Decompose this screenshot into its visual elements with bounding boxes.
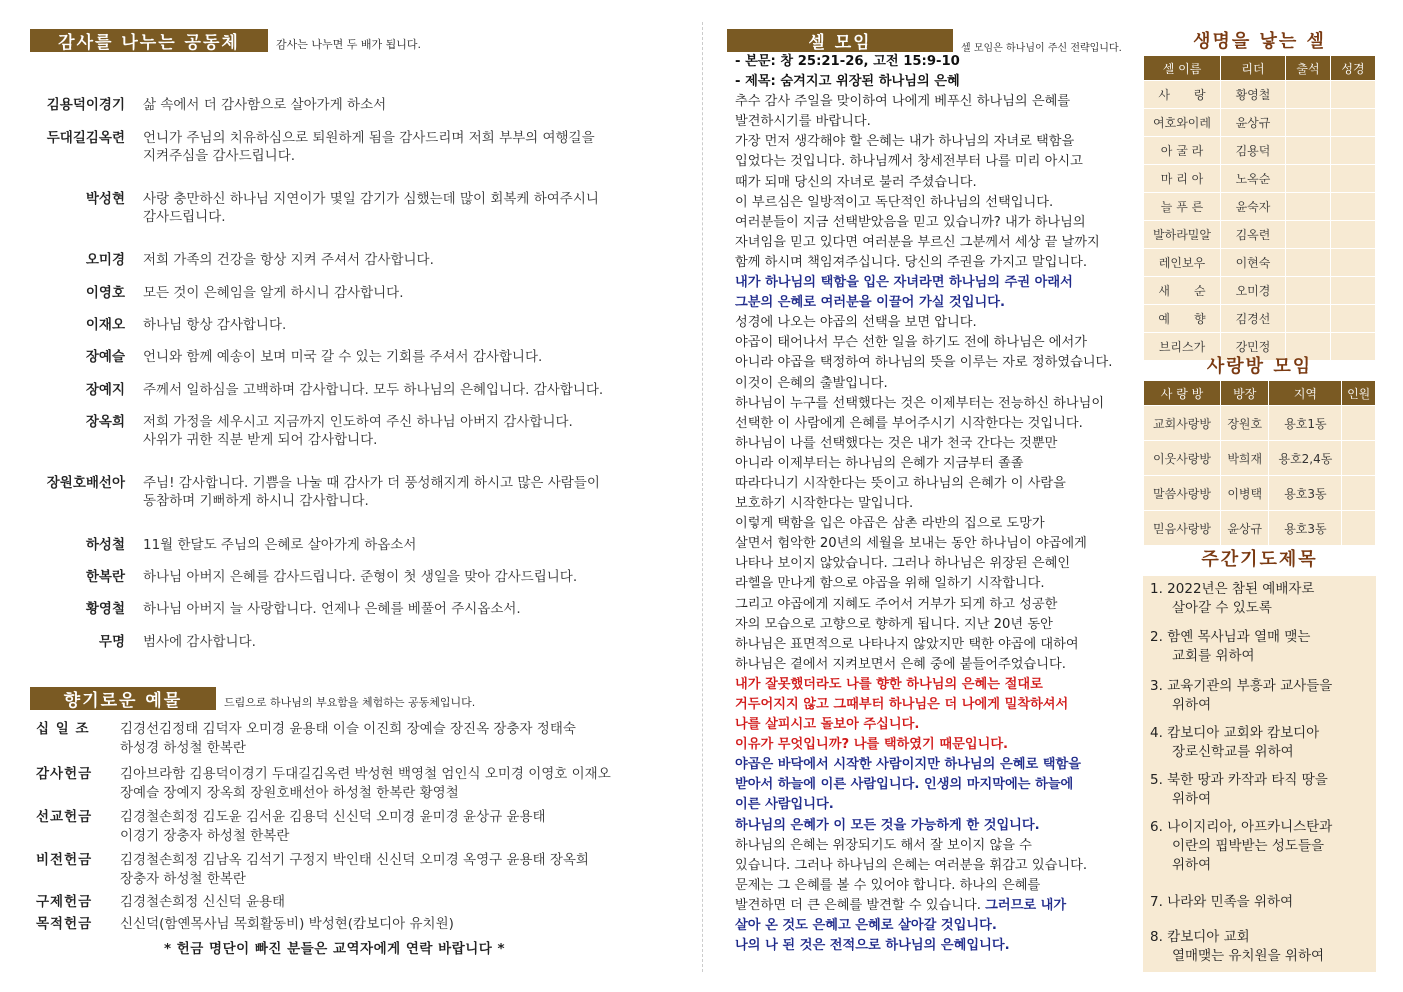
thanks-message: [143, 600, 663, 618]
thanks-line: 동참하며 기뻐하게 하시니 감사합니다.: [143, 493, 369, 509]
sermon-line: 따라다니기 시작한다는 뜻이고 하나님의 은혜가 이 사람을: [735, 475, 1066, 491]
offering-names: [120, 720, 690, 758]
sermon-line: 하나님이 나를 선택했다는 것은 내가 천국 간다는 것뿐만: [735, 435, 1058, 451]
prayer-line: 5. 북한 땅과 카작과 타직 땅을: [1150, 772, 1328, 788]
cell-subtitle: 셀 모임은 하나님이 주신 전략입니다.: [961, 43, 1122, 54]
offering-line: 하성경 하성철 한복란: [120, 740, 246, 756]
sermon-line: 자의 모습으로 고향으로 향하게 됩니다. 지난 20년 동안: [735, 616, 1053, 632]
thanks-line: 저희 가정을 세우시고 지금까지 인도하여 주신 하나님 아버지 감사합니다.: [143, 414, 573, 430]
life-cell-cell: 여호와이레: [1144, 109, 1221, 137]
prayer-line: 장로신학교를 위하여: [1172, 744, 1294, 760]
thanks-message: [143, 536, 663, 554]
love-room-cell: 박희재: [1221, 441, 1269, 476]
love-room-cell: [1342, 476, 1376, 511]
thanks-line: 언니가 주님의 치유하심으로 퇴원하게 됨을 감사드리며 저희 부부의 여행길을: [143, 130, 595, 146]
prayer-line: 4. 캄보디아 교회와 캄보디아: [1150, 725, 1320, 741]
offering-line: 김아브라함 김용덕이경기 두대길김옥련 박성현 백영철 엄인식 오미경 이영호 이재오: [120, 766, 611, 782]
sermon-line: 이유가 무엇입니까? 나를 택하였기 때문입니다.: [735, 737, 1009, 753]
sermon-line: 아니라 이제부터는 하나님의 은혜가 지금부터 졸졸: [735, 455, 1024, 471]
life-cell-cell: [1330, 137, 1375, 165]
thanks-line: 사랑 충만하신 하나님 지연이가 몇일 감기가 심했는데 많이 회복케 하여주시니: [143, 191, 599, 207]
offering-line: 김경철손희정 김도윤 김서윤 김용덕 신신덕 오미경 윤미경 윤상규 윤용태: [120, 809, 546, 825]
life-cell-row: [1144, 305, 1376, 333]
sermon-line: 때가 되매 당신의 자녀로 불러 주셨습니다.: [735, 174, 977, 190]
sermon-line: 나를 살피시고 돌보아 주십니다.: [735, 717, 920, 733]
prayer-line: 6. 나이지리아, 아프카니스탄과: [1150, 819, 1333, 835]
life-cell-row: [1144, 277, 1376, 305]
love-room-row: [1144, 406, 1376, 441]
sermon-line: 발견하시기를 바랍니다.: [735, 114, 871, 130]
offering-line: 김경선김정태 김덕자 오미경 윤용태 이슬 이진희 장예슬 장진옥 장충자 정태숙: [120, 721, 576, 737]
life-cell-cell: 김옥련: [1221, 221, 1286, 249]
sermon-line: 성경에 나오는 야곱의 선택을 보면 압니다.: [735, 315, 977, 331]
sermon-line: 자녀임을 믿고 있다면 여러분을 부르신 그분께서 세상 끝 날까지: [735, 234, 1100, 250]
prayer-line: 이란의 핍박받는 성도들을: [1172, 838, 1325, 854]
thanks-line: 지켜주심을 감사드립니다.: [143, 148, 296, 164]
love-room-row: [1144, 441, 1376, 476]
sermon-line: 이 부르심은 일방적이고 독단적인 하나님의 선택입니다.: [735, 194, 1054, 210]
offering-note: * 헌금 명단이 빠진 분들은 교역자에게 연락 바랍니다 *: [164, 941, 506, 957]
offering-label: 구제헌금: [36, 894, 93, 910]
sermon-line: 내가 잘못했더라도 나를 향한 하나님의 은혜는 절대로: [735, 676, 1043, 692]
prayer-item: [1150, 818, 1372, 875]
love-room-cell: 이병택: [1221, 476, 1269, 511]
thanks-message: [143, 129, 663, 165]
thanks-message: [143, 474, 663, 510]
thanks-name: 장예슬: [85, 349, 125, 365]
offering-names: [120, 893, 690, 912]
offering-line: 김경철손희정 김남옥 김석기 구정지 박인태 신신덕 오미경 옥영구 윤용태 장옥희: [120, 852, 589, 868]
life-cell-cell: [1285, 137, 1330, 165]
sermon-line: - 제목: 숨겨지고 위장된 하나님의 은혜: [735, 74, 960, 90]
sermon-text: [735, 52, 1135, 956]
thanks-name: 하성철: [85, 537, 125, 553]
life-cell-row: [1144, 249, 1376, 277]
sermon-line: 살면서 험악한 20년의 세월을 보내는 동안 하나님이 야곱에게: [735, 536, 1087, 552]
thanks-line: 저희 가족의 건강을 항상 지켜 주셔서 감사합니다.: [143, 252, 434, 268]
sermon-line: [735, 896, 1135, 916]
thanks-message: [143, 413, 663, 449]
life-cell-cell: 사 랑: [1144, 81, 1221, 109]
thanks-message: [143, 316, 663, 334]
sermon-line: 하나님은 표면적으로 나타나지 않았지만 택한 야곱에 대하여: [735, 636, 1079, 652]
thanks-subtitle: 감사는 나누면 두 배가 됩니다.: [276, 38, 421, 51]
life-cell-row: [1144, 193, 1376, 221]
thanks-line: 하나님 항상 감사합니다.: [143, 317, 287, 333]
offering-line: 장충자 하성철 한복란: [120, 871, 246, 887]
prayer-line: 8. 캄보디아 교회: [1150, 929, 1250, 945]
life-cell-header: 리더: [1221, 56, 1286, 81]
life-cell-cell: [1285, 277, 1330, 305]
life-cell-header: 성경: [1330, 56, 1375, 81]
love-room-cell: 용호2,4동: [1269, 441, 1342, 476]
prayer-line: 살아갈 수 있도록: [1172, 600, 1272, 616]
sermon-line: 여러분들이 지금 선택받았음을 믿고 있습니까? 내가 하나님의: [735, 214, 1086, 230]
sermon-line: 선택한 이 사람에게 은혜를 부어주시기 시작한다는 것입니다.: [735, 415, 1083, 431]
thanks-message: [143, 190, 663, 226]
love-room-row: [1144, 511, 1376, 546]
thanks-name: 이재오: [85, 317, 125, 333]
life-cell-cell: 늘 푸 른: [1144, 193, 1221, 221]
love-room-cell: 말씀사랑방: [1144, 476, 1221, 511]
sermon-line: 문제는 그 은혜를 볼 수 있어야 합니다. 하나의 은혜를: [735, 877, 1041, 893]
life-cell-cell: 아 굴 라: [1144, 137, 1221, 165]
prayer-line: 7. 나라와 민족을 위하여: [1150, 894, 1294, 910]
life-cell-row: [1144, 221, 1376, 249]
life-cell-cell: [1285, 193, 1330, 221]
offering-line: 신신덕(함옌목사님 목회활동비) 박성현(캄보디아 유치원): [120, 916, 454, 932]
life-cell-cell: 황영철: [1221, 81, 1286, 109]
sermon-line: 있습니다. 그러나 하나님의 은혜는 여러분을 휘감고 있습니다.: [735, 857, 1088, 873]
love-room-header: 지역: [1269, 381, 1342, 406]
life-cell-cell: 이현숙: [1221, 249, 1286, 277]
life-cell-cell: [1330, 165, 1375, 193]
offering-line: 김경철손희정 신신덕 윤용태: [120, 894, 286, 910]
life-cell-cell: 브리스가: [1144, 333, 1221, 361]
prayer-line: 2. 함옌 목사님과 열매 맺는: [1150, 629, 1311, 645]
sermon-line: 하나님의 은혜는 위장되기도 해서 잘 보이지 않을 수: [735, 837, 1032, 853]
thanks-name: 박성현: [85, 191, 125, 207]
thanks-name: 황영철: [85, 601, 125, 617]
life-cell-table: [1143, 55, 1376, 361]
thanks-message: [143, 348, 663, 366]
sermon-line: 나의 나 된 것은 전적으로 하나님의 은혜입니다.: [735, 938, 1010, 954]
thanks-name: 한복란: [85, 569, 125, 585]
sermon-line: 아니라 야곱을 택정하여 하나님의 뜻을 이루는 자로 정하였습니다.: [735, 355, 1113, 371]
prayer-title: 주간기도제목: [1201, 549, 1318, 570]
thanks-line: 11월 한달도 주님의 은혜로 살아가게 하옵소서: [143, 537, 417, 553]
prayer-item: [1150, 724, 1372, 762]
life-cell-row: [1144, 137, 1376, 165]
sermon-line: 야곱이 태어나서 무슨 선한 일을 하기도 전에 하나님은 에서가: [735, 335, 1088, 351]
thanks-line: 하나님 아버지 늘 사랑합니다. 언제나 은혜를 베풀어 주시옵소서.: [143, 601, 521, 617]
life-cell-cell: 레인보우: [1144, 249, 1221, 277]
thanks-line: 모든 것이 은혜임을 알게 하시니 감사합니다.: [143, 285, 404, 301]
love-room-cell: 장원호: [1221, 406, 1269, 441]
love-room-title: 사랑방 모임: [1206, 356, 1313, 377]
offering-names: [120, 765, 690, 803]
prayer-item: [1150, 677, 1372, 715]
life-cell-cell: [1285, 249, 1330, 277]
sermon-line: 라헬을 만나게 함으로 야곱을 위해 일하기 시작합니다.: [735, 576, 1045, 592]
sermon-line: 보호하기 시작한다는 말입니다.: [735, 496, 914, 512]
sermon-line: 받아서 하늘에 이른 사람입니다. 인생의 마지막에는 하늘에: [735, 777, 1074, 793]
love-room-cell: 용호3동: [1269, 476, 1342, 511]
prayer-line: 위하여: [1172, 791, 1212, 807]
offering-label: 목적헌금: [36, 916, 93, 932]
love-room-cell: [1342, 441, 1376, 476]
life-cell-title: 생명을 낳는 셀: [1193, 31, 1326, 52]
offering-line: 장예슬 장예지 장옥희 장원호배선아 하성철 한복란 황영철: [120, 785, 459, 801]
thanks-line: 감사드립니다.: [143, 209, 226, 225]
love-room-cell: 윤상규: [1221, 511, 1269, 546]
prayer-line: 열매맺는 유치원을 위하여: [1172, 948, 1325, 964]
life-cell-cell: [1285, 221, 1330, 249]
love-room-cell: 용호1동: [1269, 406, 1342, 441]
life-cell-cell: [1285, 305, 1330, 333]
prayer-line: 3. 교육기관의 부흥과 교사들을: [1150, 678, 1333, 694]
sermon-line: 그분의 은혜로 여러분을 이끌어 가실 것입니다.: [735, 295, 1006, 311]
love-room-cell: 이웃사랑방: [1144, 441, 1221, 476]
thanks-line: 주께서 일하심을 고백하며 감사합니다. 모두 하나님의 은혜입니다. 감사합니다.: [143, 382, 604, 398]
thanks-banner: 감사를 나누는 공동체: [30, 29, 268, 52]
love-room-row: [1144, 476, 1376, 511]
sermon-line: 이것이 은혜의 출발입니다.: [735, 375, 888, 391]
life-cell-cell: 윤숙자: [1221, 193, 1286, 221]
thanks-name: 두대길김옥련: [46, 130, 125, 146]
life-cell-cell: [1330, 305, 1375, 333]
offering-names: [120, 808, 690, 846]
thanks-message: [143, 381, 663, 399]
sermon-line: 거두어지지 않고 그때부터 하나님은 더 나에게 밀착하셔서: [735, 697, 1069, 712]
life-cell-cell: [1330, 277, 1375, 305]
life-cell-cell: [1285, 109, 1330, 137]
sermon-line: 나타나 보이지 않았습니다. 그러나 하나님은 위장된 은혜인: [735, 556, 1071, 572]
thanks-line: 범사에 감사합니다.: [143, 634, 256, 650]
life-cell-row: [1144, 109, 1376, 137]
life-cell-row: [1144, 165, 1376, 193]
sermon-line: 살아 온 것도 은혜고 은혜로 살아갈 것입니다.: [735, 918, 997, 934]
sermon-line: 내가 하나님의 택함을 입은 자녀라면 하나님의 주권 아래서: [735, 275, 1073, 291]
life-cell-cell: 예 향: [1144, 305, 1221, 333]
life-cell-cell: [1330, 221, 1375, 249]
thanks-message: [143, 284, 663, 302]
sermon-line: - 본문: 창 25:21-26, 고전 15:9-10: [735, 54, 960, 69]
sermon-line: 하나님은 곁에서 지켜보면서 은혜 중에 붙들어주었습니다.: [735, 656, 1066, 672]
prayer-line: 1. 2022년은 참된 예배자로: [1150, 581, 1315, 597]
life-cell-cell: 김용덕: [1221, 137, 1286, 165]
sermon-line: 그리고 야곱에게 지혜도 주어서 거부가 되게 하고 성공한: [735, 596, 1058, 612]
thanks-name: 김용덕이경기: [46, 97, 125, 113]
love-room-cell: 믿음사랑방: [1144, 511, 1221, 546]
prayer-item: [1150, 580, 1372, 618]
thanks-name: 오미경: [85, 252, 125, 268]
life-cell-cell: 윤상규: [1221, 109, 1286, 137]
offering-names: [120, 915, 690, 934]
offering-label: 감사헌금: [36, 766, 93, 782]
life-cell-cell: 노옥순: [1221, 165, 1286, 193]
thanks-message: [143, 568, 663, 586]
love-room-cell: [1342, 511, 1376, 546]
life-cell-cell: [1285, 165, 1330, 193]
thanks-line: 하나님 아버지 은혜를 감사드립니다. 준형이 첫 생일을 맞아 감사드립니다.: [143, 569, 578, 585]
sermon-line: 하나님이 누구를 선택했다는 것은 이제부터는 전능하신 하나님이: [735, 395, 1105, 411]
love-room-cell: [1342, 406, 1376, 441]
thanks-name: 장옥희: [85, 414, 125, 430]
offering-subtitle: 드림으로 하나님의 부요함을 체험하는 공동체입니다.: [224, 696, 476, 709]
sermon-line: 가장 먼저 생각해야 할 은혜는 내가 하나님의 자녀로 택함을: [735, 134, 1075, 150]
life-cell-cell: 발하라밀알: [1144, 221, 1221, 249]
love-room-cell: 용호3동: [1269, 511, 1342, 546]
offering-banner: 향기로운 예물: [30, 687, 216, 710]
love-room-header: 인원: [1342, 381, 1376, 406]
life-cell-cell: [1330, 249, 1375, 277]
center-fold-divider: [702, 22, 703, 972]
life-cell-header: 출석: [1285, 56, 1330, 81]
thanks-name: 장원호배선아: [46, 475, 125, 491]
prayer-item: [1150, 928, 1372, 966]
prayer-item: [1150, 771, 1372, 809]
sermon-line: 함께 하시며 책임져주십니다. 당신의 주권을 가지고 말입니다.: [735, 254, 1088, 270]
offering-names: [120, 851, 690, 889]
sermon-line: 이른 사람입니다.: [735, 797, 834, 813]
prayer-line: 위하여: [1172, 857, 1212, 873]
love-room-header: 방장: [1221, 381, 1269, 406]
offering-label: 십 일 조: [36, 721, 90, 737]
sermon-line: 하나님의 은혜가 이 모든 것을 가능하게 한 것입니다.: [735, 817, 1040, 833]
offering-label: 비전헌금: [36, 852, 93, 868]
life-cell-cell: 김경선: [1221, 305, 1286, 333]
life-cell-cell: 오미경: [1221, 277, 1286, 305]
thanks-line: 언니와 함께 예송이 보며 미국 갈 수 있는 기회를 주셔서 감사합니다.: [143, 349, 543, 365]
thanks-message: [143, 251, 663, 269]
prayer-item: [1150, 893, 1372, 912]
life-cell-row: [1144, 81, 1376, 109]
prayer-item: [1150, 628, 1372, 666]
thanks-line: 주님! 감사합니다. 기쁨을 나눌 때 감사가 더 풍성해지게 하시고 많은 사람들이: [143, 475, 600, 491]
life-cell-cell: [1330, 81, 1375, 109]
life-cell-cell: [1330, 193, 1375, 221]
life-cell-cell: 마 리 아: [1144, 165, 1221, 193]
prayer-line: 위하여: [1172, 697, 1212, 713]
life-cell-cell: 새 순: [1144, 277, 1221, 305]
offering-label: 선교헌금: [36, 809, 93, 825]
love-room-table: [1143, 380, 1376, 546]
life-cell-cell: [1330, 109, 1375, 137]
offering-line: 이경기 장충자 하성철 한복란: [120, 828, 290, 844]
cell-banner: 셀 모임: [727, 29, 953, 52]
love-room-cell: 교회사랑방: [1144, 406, 1221, 441]
thanks-message: [143, 633, 663, 651]
thanks-line: 사위가 귀한 직분 받게 되어 감사합니다.: [143, 432, 378, 448]
sermon-line: 야곱은 바닥에서 시작한 사람이지만 하나님의 은혜로 택함을: [735, 757, 1082, 773]
thanks-name: 무명: [98, 634, 125, 650]
thanks-name: 이영호: [85, 285, 125, 301]
prayer-line: 교회를 위하여: [1172, 648, 1255, 664]
life-cell-header: 셀 이름: [1144, 56, 1221, 81]
sermon-span: 발견하면 더 큰 은혜를 발견할 수 있습니다.: [735, 897, 986, 913]
sermon-line: 이렇게 택함을 입은 야곱은 삼촌 라반의 집으로 도망가: [735, 516, 1045, 532]
sermon-line: 입었다는 것입니다. 하나님께서 창세전부터 나를 미리 아시고: [735, 154, 1083, 170]
thanks-name: 장예지: [85, 382, 125, 398]
life-cell-cell: [1285, 81, 1330, 109]
sermon-line: 추수 감사 주일을 맞이하여 나에게 베푸신 하나님의 은혜를: [735, 94, 1071, 110]
love-room-header: 사 랑 방: [1144, 381, 1221, 406]
life-cell-cell: 강민정: [1221, 333, 1286, 361]
sermon-span: 그러므로 내가: [985, 897, 1067, 913]
thanks-line: 삶 속에서 더 감사함으로 살아가게 하소서: [143, 97, 387, 113]
thanks-message: [143, 96, 663, 114]
